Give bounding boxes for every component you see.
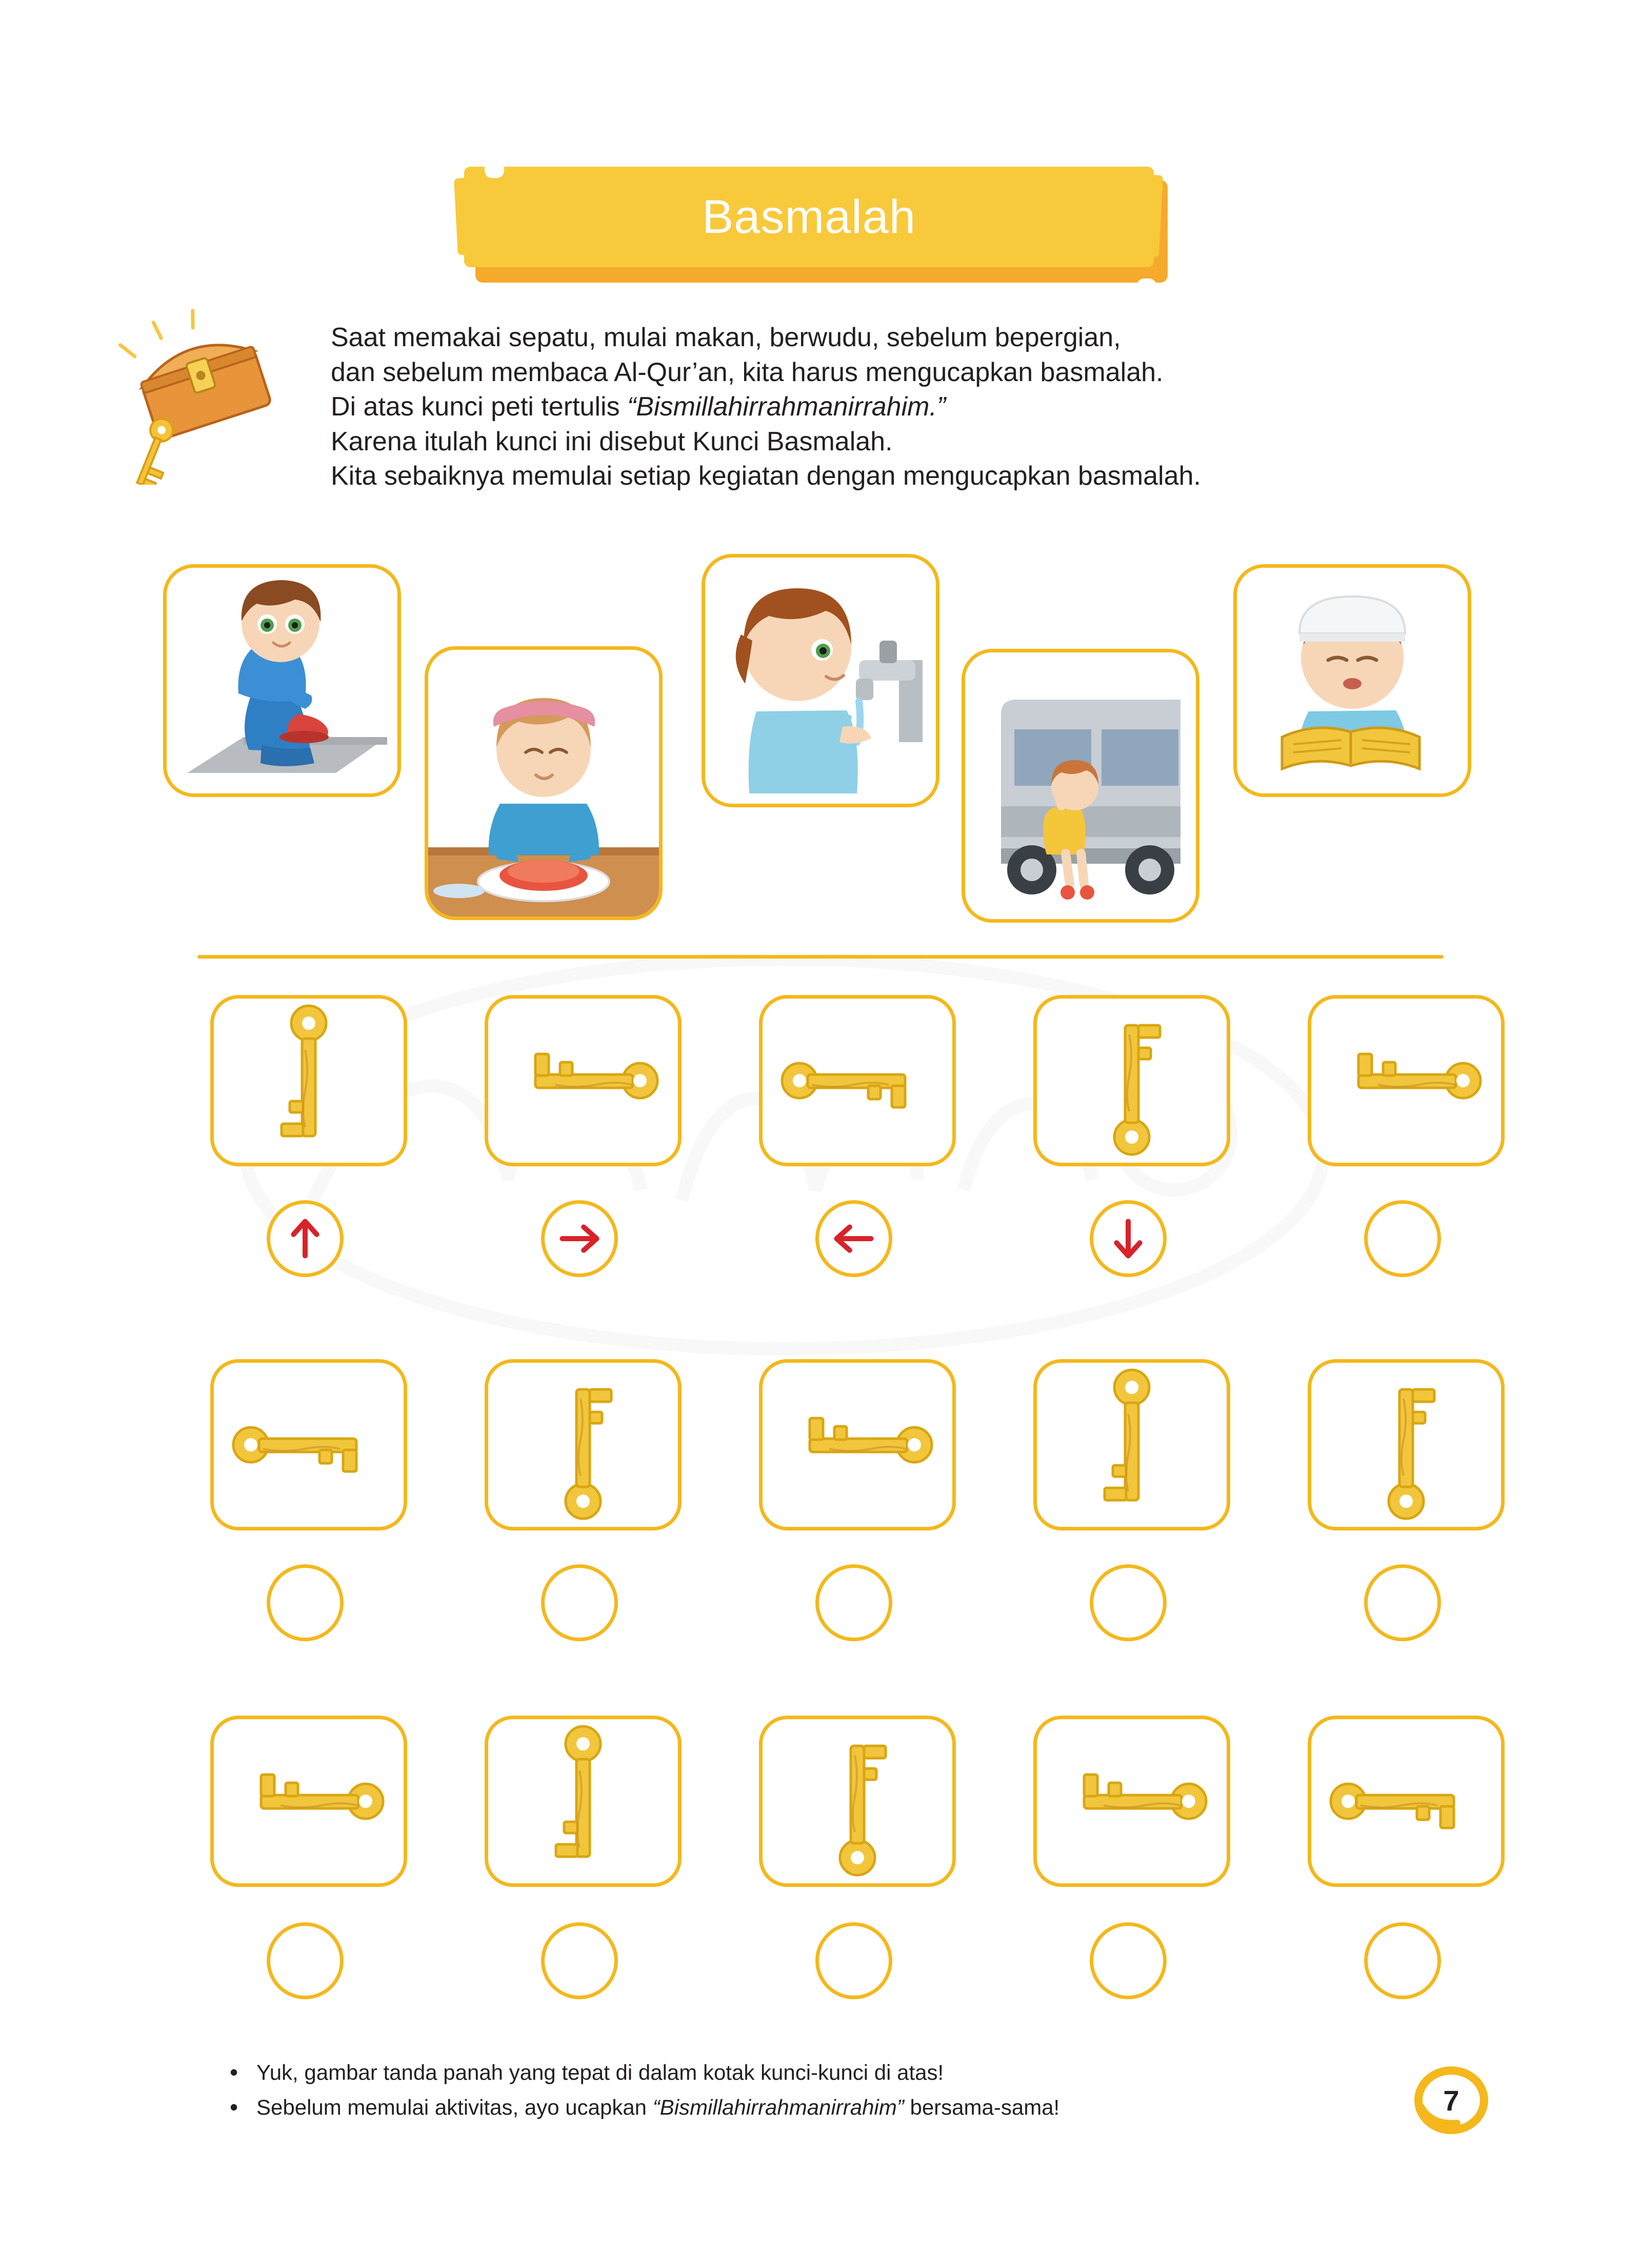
answer-r2c2[interactable]: [541, 1564, 618, 1641]
answer-r3c1[interactable]: [267, 1922, 344, 1999]
answer-r2c1[interactable]: [267, 1564, 344, 1641]
keybox-r2c3[interactable]: [759, 1359, 956, 1530]
keybox-r1c2[interactable]: [485, 995, 682, 1166]
keybox-r3c5[interactable]: [1308, 1716, 1505, 1887]
keybox-r3c4[interactable]: [1033, 1716, 1230, 1887]
banner-notch-right: [1137, 278, 1156, 292]
keybox-r2c4[interactable]: [1033, 1359, 1230, 1530]
intro-line-2: dan sebelum membaca Al-Qur’an, kita harus mengucapkan basmalah.: [331, 357, 1164, 387]
page-number-badge: [1413, 2062, 1490, 2139]
keybox-r1c3[interactable]: [759, 995, 956, 1166]
answer-r1c1[interactable]: [267, 1200, 344, 1277]
answer-r2c4[interactable]: [1090, 1564, 1167, 1641]
photo-girl-starting-to-eat: [425, 646, 663, 920]
keybox-r1c1[interactable]: [210, 995, 407, 1166]
keybox-r3c3[interactable]: [759, 1716, 956, 1887]
answer-r1c3[interactable]: [815, 1200, 892, 1277]
instruction-item-2-pre: Sebelum memulai aktivitas, ayo ucapkan: [256, 2095, 653, 2120]
instruction-item-2: [256, 2092, 1395, 2123]
page-title-banner: [464, 167, 1177, 290]
keybox-r3c2[interactable]: [485, 1716, 682, 1887]
instruction-item-1: • Yuk, gambar tanda panah yang tepat di dalam kotak kunci-kunci di atas!: [256, 2057, 1395, 2088]
intro-line-1: Saat memakai sepatu, mulai makan, berwudu, sebelum bepergian,: [331, 323, 1121, 352]
intro-paragraph: [331, 321, 1423, 494]
treasure-chest-icon: [115, 305, 295, 485]
keybox-r1c4[interactable]: [1033, 995, 1230, 1166]
answer-r2c3[interactable]: [815, 1564, 892, 1641]
answer-r1c5[interactable]: [1364, 1200, 1441, 1277]
answer-r3c4[interactable]: [1090, 1922, 1167, 1999]
answer-r3c5[interactable]: [1364, 1922, 1441, 1999]
intro-line-3: [331, 390, 1423, 425]
keybox-r2c5[interactable]: [1308, 1359, 1505, 1530]
intro-line-5: Kita sebaiknya memulai setiap kegiatan dengan mengucapkan basmalah.: [331, 461, 1201, 491]
keybox-r1c5[interactable]: [1308, 995, 1505, 1166]
page-title: Basmalah: [702, 190, 916, 243]
intro-line-3-pre: Di atas kunci peti tertulis: [331, 392, 628, 422]
photo-boy-reading-quran: [1233, 564, 1471, 797]
instructions-list: [215, 2057, 1395, 2126]
keybox-r2c2[interactable]: [485, 1359, 682, 1530]
page-number: 7: [1443, 2084, 1459, 2117]
section-divider: [197, 955, 1444, 959]
keybox-r3c1[interactable]: [210, 1716, 407, 1887]
answer-r1c4[interactable]: [1090, 1200, 1167, 1277]
answer-r3c3[interactable]: [815, 1922, 892, 1999]
answer-r1c2[interactable]: [541, 1200, 618, 1277]
answer-r3c2[interactable]: [541, 1922, 618, 1999]
instruction-item-2-italic: “Bismillahirrahmanirrahim”: [652, 2095, 904, 2120]
keybox-r2c1[interactable]: [210, 1359, 407, 1530]
answer-r2c5[interactable]: [1364, 1564, 1441, 1641]
intro-line-4: Karena itulah kunci ini disebut Kunci Basmalah.: [331, 426, 893, 456]
photo-girl-boarding-bus: [962, 649, 1199, 923]
photo-boy-putting-on-shoes: [163, 564, 401, 797]
intro-line-3-italic: “Bismillahirrahmanirrahim.”: [627, 392, 946, 422]
instruction-item-2-post: bersama-sama!: [904, 2095, 1060, 2120]
photo-boy-performing-wudu: [702, 554, 939, 807]
